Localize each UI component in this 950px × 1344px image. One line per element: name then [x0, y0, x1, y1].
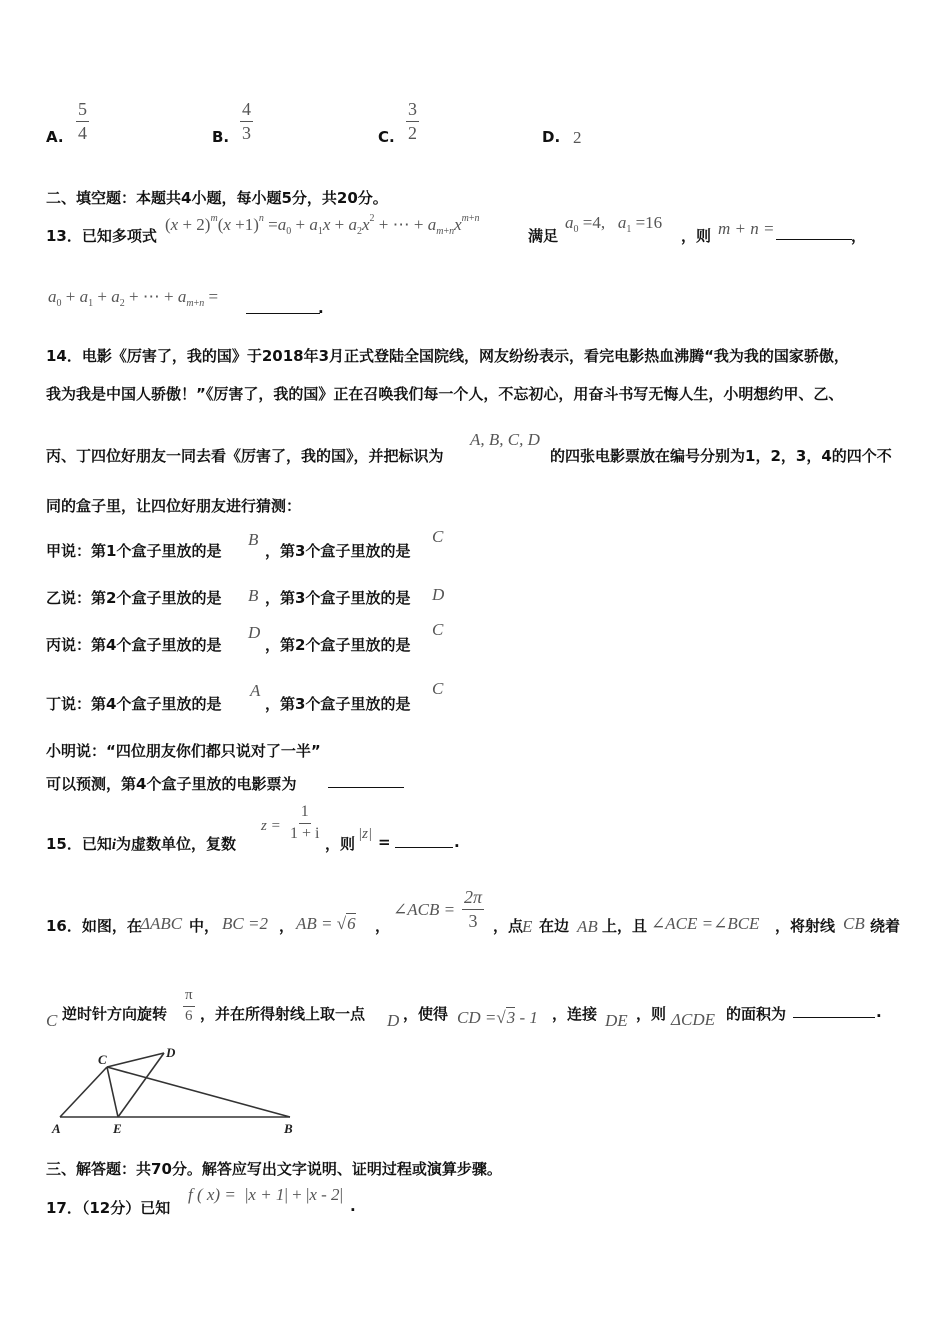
choice-c-fraction [406, 100, 419, 143]
fig-label-e: E [113, 1121, 122, 1136]
choice-b-denominator: 3 [242, 122, 251, 143]
q14-yi-m2: D [432, 585, 445, 604]
q16-and: 上，且 [602, 917, 648, 935]
q16-comma2: ， [375, 917, 391, 935]
q13-a0-value: =4, [582, 213, 606, 232]
q16-angle-den: 3 [468, 910, 478, 931]
q16-rotate: ，将射线 [775, 917, 836, 935]
choice-b-numerator: 4 [240, 100, 253, 122]
segment-ac [60, 1067, 107, 1117]
q16-angle-num: 2π [462, 888, 484, 910]
fig-label-a: A [52, 1121, 61, 1136]
q15-then: ，则 [325, 835, 356, 853]
q17-period: . [350, 1197, 356, 1215]
choice-a-denominator: 4 [78, 122, 87, 143]
q14-yi-m1: B [248, 586, 259, 605]
q14-ding-m2: C [432, 679, 444, 698]
q17-abs2: x - 2 [309, 1185, 340, 1204]
q16-pi-den: 6 [185, 1007, 193, 1024]
q15-z: z [362, 826, 368, 842]
choice-b-fraction [240, 100, 253, 143]
q16-connect: ，连接 [552, 1005, 598, 1023]
q13-period: . [318, 299, 324, 317]
q16-angle: ∠ACB = [393, 900, 456, 919]
q16-tri: ΔABC [140, 914, 183, 933]
q14-line3-b: 的四张电影票放在编号分别为1，2，3，4的四个不 [550, 447, 892, 465]
q13-polynomial: $(x + 2)^m(x +1)^n =a_0 + a_1x + a_2x^2$ + ⋯ + $a_{m+n}x^{m+n}$ [165, 213, 480, 237]
q16-period: . [876, 1003, 882, 1021]
q16-cd-root: 3 [506, 1008, 516, 1027]
q14-bing-m1: D [248, 623, 261, 642]
choice-d-label: D. [542, 128, 561, 146]
q16-ab-seg: AB [577, 917, 598, 936]
choice-a-label: A. [46, 128, 64, 146]
q13-satisfy: 满足 [528, 227, 559, 245]
q16-pi-num: π [183, 988, 195, 1007]
q16-then: ，则 [636, 1005, 667, 1023]
q16-d: D [387, 1011, 400, 1030]
q14-jia-a: 甲说：第1个盒子里放的是 [46, 542, 222, 560]
q14-line3-math: A, B, C, D [470, 430, 540, 449]
q14-yi-a: 乙说：第2个盒子里放的是 [46, 589, 222, 607]
choice-c-numerator: 3 [406, 100, 419, 122]
fig-label-d: D [166, 1045, 176, 1060]
q17-lead: 17．（12分）已知 [46, 1199, 171, 1217]
q13-then: ，则 [681, 227, 712, 245]
q16-eq-angles: ∠ACE =∠BCE [651, 914, 760, 933]
q13-lead: 13．已知多项式 [46, 227, 157, 245]
section3-heading: 三、解答题：共70分。解答应写出文字说明、证明过程或演算步骤。 [46, 1160, 502, 1178]
q15-z-eq: z = [261, 818, 281, 834]
q15-fraction [288, 804, 321, 843]
q16-ab: AB = [296, 914, 337, 933]
choice-c-label: C. [378, 128, 395, 146]
q14-answer-blank[interactable] [328, 773, 404, 792]
choice-a-fraction [76, 100, 89, 143]
q17-plus: + [292, 1185, 302, 1204]
q16-ab-root: 6 [347, 914, 356, 933]
q14-line2: 我为我是中国人骄傲！”《厉害了，我的国》正在召唤我们每一个人，不忘初心，用奋斗书写无悔人生，小明想约甲、乙、 [46, 385, 844, 403]
q16-comma1: ， [279, 917, 295, 935]
q16-area: 的面积为 [726, 1005, 787, 1023]
fig-label-c: C [98, 1052, 107, 1067]
q14-xiaoming: 小明说：“四位朋友你们都只说对了一半” [46, 742, 321, 760]
q16-cb: CB [843, 914, 865, 933]
q13-answer-blank-2[interactable] [246, 299, 320, 318]
choice-a-numerator: 5 [76, 100, 89, 122]
segment-ce [107, 1067, 118, 1117]
q16-take: ，并在所得射线上取一点 [200, 1005, 366, 1023]
q16-e: E [522, 917, 533, 936]
q14-predict: 可以预测，第4个盒子里放的电影票为 [46, 775, 297, 793]
q16-triangle-figure [46, 1040, 306, 1140]
q13-comma: ， [851, 227, 867, 245]
q16-ab-expr: AB = √6 [296, 914, 356, 933]
fig-label-b: B [284, 1121, 293, 1136]
q13-conditions: $a_0 =4$, $a_1 =16$ [565, 213, 663, 235]
q15-lead-b: 为虚数单位，复数 [116, 835, 237, 853]
q13-answer-blank-1[interactable] [776, 225, 852, 244]
q17-abs1: x + 1 [248, 1185, 285, 1204]
q13-coefficient-sum: $a_0 + a_1 + a_2$ + ⋯ + $a_{m+n}$ = [48, 287, 219, 309]
q16-ccw: 逆时针方向旋转 [62, 1005, 168, 1023]
q15-i: i [111, 837, 117, 853]
q14-yi-b: ，第3个盒子里放的是 [265, 589, 411, 607]
q14-bing-a: 丙说：第4个盒子里放的是 [46, 636, 222, 654]
q13-a1-value: =16 [635, 213, 663, 232]
q16-bc: BC =2 [222, 914, 268, 933]
q13-m-plus-n: m + n = [718, 219, 775, 238]
choice-b-label: B. [212, 128, 230, 146]
q16-zhong: 中， [189, 917, 220, 935]
q14-ding-a: 丁说：第4个盒子里放的是 [46, 695, 222, 713]
q14-jia-b: ，第3个盒子里放的是 [265, 542, 411, 560]
segment-cb [107, 1067, 290, 1117]
q13-sum-equals: = [208, 287, 219, 306]
choice-c-denominator: 2 [408, 122, 417, 143]
q15-absz: |z| [358, 826, 373, 842]
section2-heading: 二、填空题：本题共4小题，每小题5分，共20分。 [46, 189, 388, 207]
q16-cd: CD = [457, 1008, 497, 1027]
q15-line [46, 833, 236, 854]
q15-denominator: 1 + i [290, 824, 320, 842]
q16-cd-expr: CD =√3 - 1 [457, 1008, 538, 1027]
q15-lead-a: 15．已知 [46, 835, 112, 853]
q16-so: ，使得 [403, 1005, 449, 1023]
q16-cd-tail: - 1 [515, 1008, 538, 1027]
q17-abs-expr: |x + 1| + |x - 2| [245, 1185, 343, 1204]
q15-answer-blank[interactable] [395, 833, 453, 852]
q16-on-side: 在边 [539, 917, 570, 935]
q15-eq: = [378, 833, 391, 851]
q15-period: . [454, 833, 460, 851]
q17-fx: f ( x) = [188, 1185, 236, 1204]
q14-line3-a: 丙、丁四位好朋友一同去看《厉害了，我的国》，并把标识为 [46, 447, 444, 465]
q14-bing-m2: C [432, 620, 444, 639]
q16-de: DE [605, 1011, 628, 1030]
q16-angle-fraction [462, 888, 484, 931]
q15-numerator: 1 [299, 804, 311, 824]
q14-jia-m1: B [248, 530, 259, 549]
q16-around: 绕着 [870, 917, 901, 935]
q14-line1: 14．电影《厉害了，我的国》于2018年3月正式登陆全国院线，网友纷纷表示，看完电影热血沸腾“我为我的国家骄傲， [46, 347, 849, 365]
choice-d-value: 2 [573, 128, 582, 147]
q16-pi-fraction [183, 988, 195, 1025]
q14-bing-b: ，第2个盒子里放的是 [265, 636, 411, 654]
q16-answer-blank[interactable] [793, 1003, 875, 1022]
q14-ding-b: ，第3个盒子里放的是 [265, 695, 411, 713]
q16-point: ，点 [493, 917, 524, 935]
q14-ding-m1: A [250, 681, 261, 700]
q16-lead: 16．如图，在 [46, 917, 142, 935]
q16-cde: ΔCDE [671, 1010, 715, 1029]
q14-jia-m2: C [432, 527, 444, 546]
q13-a0-symbol: a [565, 213, 574, 232]
q16-c: C [46, 1011, 58, 1030]
q14-line4: 同的盒子里，让四位好朋友进行猜测： [46, 497, 302, 515]
